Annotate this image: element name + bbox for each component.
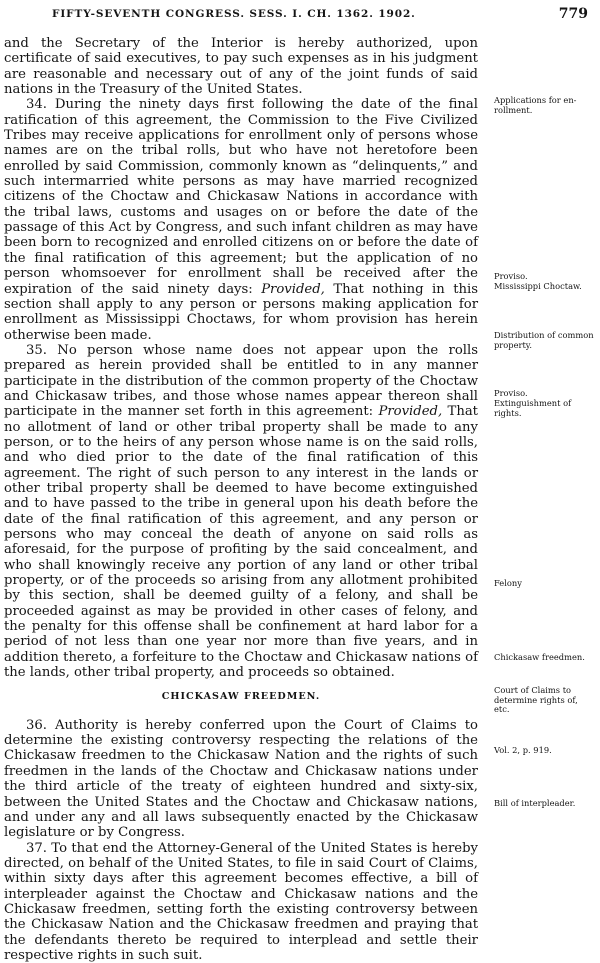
margin-note-court-of-claims: Court of Claims to determine rights of, etc.: [494, 685, 578, 715]
section-35-text-start: 35. No person whose name does not appear upon the rolls prepared as herein provided shall be entitled to in any manner participate in the distribution of the common property of the Choctaw and Chickasaw tribes, and those whose names appear thereon shall participate in the manner set forth in this agreement:: [4, 342, 478, 420]
running-head: FIFTY-SEVENTH CONGRESS. SESS. I. CH. 1362. 1902.: [52, 8, 416, 20]
margin-note-applications: Applications for enrollment.: [494, 95, 577, 115]
margin-note-proviso-label: Proviso.: [494, 271, 528, 281]
section-34-provided: Provided,: [261, 281, 325, 297]
margin-note-bill-of-interpleader: Bill of interpleader.: [494, 798, 576, 808]
paragraph-section-36: 36. Authority is hereby conferred upon the Court of Claims to determine the existing controversy respecting the relations of the Chickasaw freedmen to the Chickasaw Nation and the rights of such freedmen in the lands of the Choctaw and Chickasaw nations under the third article of the treaty of eighteen hundred and sixty-six, between the United States and the Choctaw and Chickasaw nations, and under any and all laws subsequently enacted by the Chickasaw legislature or by Congress.: [4, 717, 478, 841]
section-heading: CHICKASAW FREEDMEN.: [161, 691, 321, 703]
paragraph-section-34: [4, 97, 478, 343]
margin-note-felony: Felony: [494, 578, 522, 588]
section-35-text-end: That no allotment of land or other tribal property shall be made to any person, or to the heirs of any person whose name is on the said rolls, and who died prior to the date of the final ratification of this agreement. The right of such person to any interest in the lands or other tribal property shall be deemed to have become extinguished and to have passed to the tribe in general upon his death before the date of the final ratification of this agreement, and any person or persons who may conceal the death of anyone on said rolls as aforesaid, for the purpose of profiting by the said concealment, and who shall knowingly receive any portion of any land or other tribal property, or of the proceeds so arising from any allotment prohibited by this section, shall be deemed guilty of a felony, and shall be proceeded against as may be provided in other cases of felony, and the penalty for this offense shall be confinement at hard labor for a period of not less than one year nor more than five years, and in addition thereto, a forfeiture to the Choctaw and Chickasaw nations of the lands, other tribal property, and proceeds so obtained.: [4, 404, 478, 681]
paragraph-section-37: 37. To that end the Attorney-General of the United States is hereby directed, on behalf of the United States, to file in said Court of Claims, within sixty days after this agreement becomes effective, a bill of interpleader against the Choctaw and Chickasaw nations and the Chickasaw freedmen, setting forth the existing controversy between the Chickasaw Nation and the Chickasaw freedmen and praying that the defendants thereto be required to interplead and settle their respective rights in such suit.: [4, 840, 478, 963]
paragraph-section-35: [4, 343, 478, 681]
margin-note-distribution: Distribution of common property.: [494, 330, 594, 350]
body-text: [4, 36, 478, 963]
paragraph-continuation: and the Secretary of the Interior is hereby authorized, upon certificate of said executives, to pay such expenses as in his judgment are reasonable and necessary out of any of the joint funds of said nations in the Treasury of the United States.: [4, 36, 478, 98]
margin-note-mississippi-choctaw: Mississippi Choctaw.: [494, 281, 582, 291]
section-35-provided: Provided,: [378, 404, 443, 420]
margin-note-proviso-label-2: Proviso.: [494, 388, 528, 398]
margin-note-extinguishment: Extinguishment of rights.: [494, 398, 572, 418]
section-34-text-end: That nothing in this section shall apply to any person or persons making application for enrollment as Mississippi Choctaws, for whom provision has herein otherwise been made.: [4, 281, 478, 343]
section-34-text-start: 34. During the ninety days first following the date of the final ratification of this agreement, the Commission to the Five Civilized Tribes may receive applications for enrollment only of persons whose names are on the tribal rolls, but who have not heretofore been enrolled by said Commission, commonly known as “delinquents,” and such intermarried white persons as may have married recognized citizens of the Choctaw and Chickasaw Nations in accordance with the tribal laws, customs and usages on or before the date of the passage of this Act by Congress, and such infant children as may have been born to recognized and enrolled citizens on or before the date of the final ratification of this agreement; but the application of no person whomsoever for enrollment shall be received after the expiration of the said ninety days:: [4, 97, 478, 297]
margin-note-vol-reference: Vol. 2, p. 919.: [494, 745, 552, 755]
page-header: [0, 6, 600, 26]
margin-note-chickasaw-freedmen: Chickasaw freedmen.: [494, 652, 585, 662]
page-number: 779: [558, 6, 588, 22]
